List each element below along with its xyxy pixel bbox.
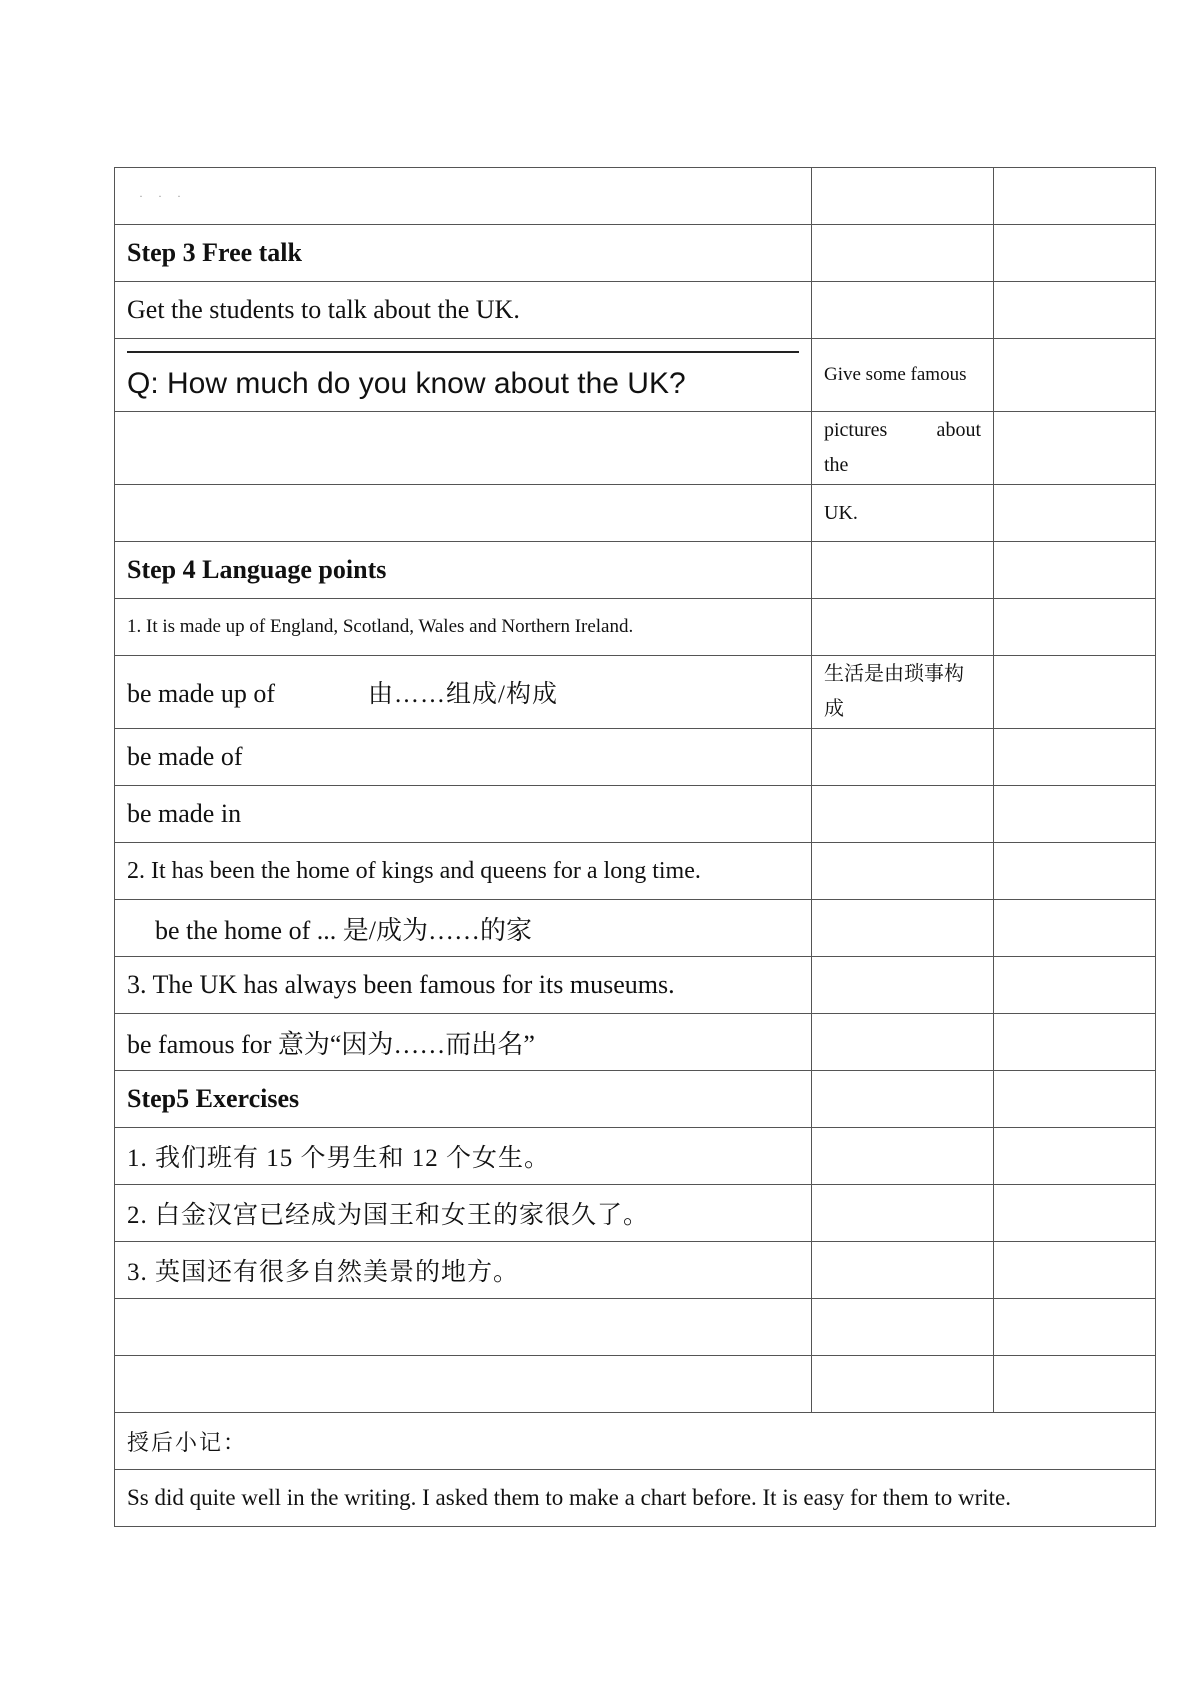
notes-label: 授后小记： [115, 1413, 1156, 1470]
language-point-2: 2. It has been the home of kings and queens for a long time. [115, 843, 812, 900]
famous-for-phrase: be famous for 意为“因为……而出名” [115, 1014, 812, 1071]
side-note-the: the [824, 454, 849, 476]
side-note-give: Give some famous [812, 339, 994, 412]
exercise-1: 1. 我们班有 15 个男生和 12 个女生。 [115, 1128, 812, 1185]
table-row [115, 542, 1156, 599]
table-row [115, 843, 1156, 900]
table-cell [994, 168, 1156, 225]
table-cell [994, 1356, 1156, 1413]
table-cell [994, 412, 1156, 485]
table-cell [812, 786, 994, 843]
exercise-3: 3. 英国还有很多自然美景的地方。 [115, 1242, 812, 1299]
made-in-phrase: be made in [115, 786, 812, 843]
table-row [115, 1185, 1156, 1242]
table-row [115, 957, 1156, 1014]
table-cell [115, 412, 812, 485]
home-of-phrase: be the home of ... 是/成为……的家 [115, 900, 812, 957]
table-cell [812, 599, 994, 656]
table-cell [812, 1242, 994, 1299]
table-cell [994, 1071, 1156, 1128]
table-cell [994, 599, 1156, 656]
table-cell [812, 1128, 994, 1185]
table-row [115, 225, 1156, 282]
table-cell [812, 542, 994, 599]
language-point-1: 1. It is made up of England, Scotland, Wales and Northern Ireland. [115, 599, 812, 656]
table-row [115, 1242, 1156, 1299]
table-row [115, 485, 1156, 542]
made-of-phrase: be made of [115, 729, 812, 786]
table-cell [812, 1356, 994, 1413]
table-cell [994, 900, 1156, 957]
table-row [115, 1299, 1156, 1356]
table-row [115, 1470, 1156, 1527]
notes-text: Ss did quite well in the writing. I asked them to make a chart before. It is easy for them to write. [115, 1470, 1156, 1527]
table-cell [994, 485, 1156, 542]
made-up-of-cell [115, 656, 812, 729]
table-row [115, 1014, 1156, 1071]
table-cell [812, 957, 994, 1014]
table-cell [812, 1185, 994, 1242]
table-row [115, 168, 1156, 225]
step3-heading: Step 3 Free talk [115, 225, 812, 282]
table-cell [994, 1299, 1156, 1356]
exercise-2: 2. 白金汉宫已经成为国王和女王的家很久了。 [115, 1185, 812, 1242]
table-cell [115, 168, 812, 225]
table-row [115, 1413, 1156, 1470]
table-row [115, 599, 1156, 656]
table-row [115, 412, 1156, 485]
step5-heading: Step5 Exercises [115, 1071, 812, 1128]
table-cell [994, 843, 1156, 900]
table-cell [994, 1014, 1156, 1071]
table-cell [115, 1299, 812, 1356]
question-text: Q: How much do you know about the UK? [127, 367, 686, 400]
side-note-life: 生活是由琐事构成 [812, 656, 994, 729]
table-cell [994, 339, 1156, 412]
table-row [115, 1071, 1156, 1128]
question-cell [115, 339, 812, 412]
lesson-plan-table [114, 167, 1156, 1527]
faint-dots: · · · [139, 189, 187, 203]
made-up-of-phrase: be made up of [127, 679, 276, 708]
table-row [115, 339, 1156, 412]
table-cell [994, 542, 1156, 599]
table-row [115, 1128, 1156, 1185]
side-note-uk: UK. [812, 485, 994, 542]
table-cell [812, 1014, 994, 1071]
table-row [115, 729, 1156, 786]
table-cell [994, 729, 1156, 786]
table-cell [812, 282, 994, 339]
table-cell [812, 843, 994, 900]
table-cell [812, 225, 994, 282]
free-talk-instruction: Get the students to talk about the UK. [115, 282, 812, 339]
table-cell [115, 1356, 812, 1413]
table-cell [994, 1185, 1156, 1242]
table-cell [812, 729, 994, 786]
table-row [115, 786, 1156, 843]
table-cell [994, 786, 1156, 843]
step4-heading: Step 4 Language points [115, 542, 812, 599]
table-row [115, 1356, 1156, 1413]
table-cell [994, 656, 1156, 729]
table-cell [812, 1071, 994, 1128]
made-up-of-meaning: 由……组成/构成 [368, 681, 558, 708]
language-point-3: 3. The UK has always been famous for its museums. [115, 957, 812, 1014]
table-cell [812, 168, 994, 225]
divider-line [127, 351, 799, 353]
table-cell [812, 900, 994, 957]
table-cell [994, 1242, 1156, 1299]
table-cell [994, 282, 1156, 339]
table-cell [115, 485, 812, 542]
table-row [115, 900, 1156, 957]
side-note-pictures: pictures about [824, 419, 981, 441]
table-cell [994, 1128, 1156, 1185]
table-cell [994, 957, 1156, 1014]
table-row [115, 656, 1156, 729]
table-row [115, 282, 1156, 339]
side-note-pictures-cell [812, 412, 994, 485]
table-cell [994, 225, 1156, 282]
table-cell [812, 1299, 994, 1356]
